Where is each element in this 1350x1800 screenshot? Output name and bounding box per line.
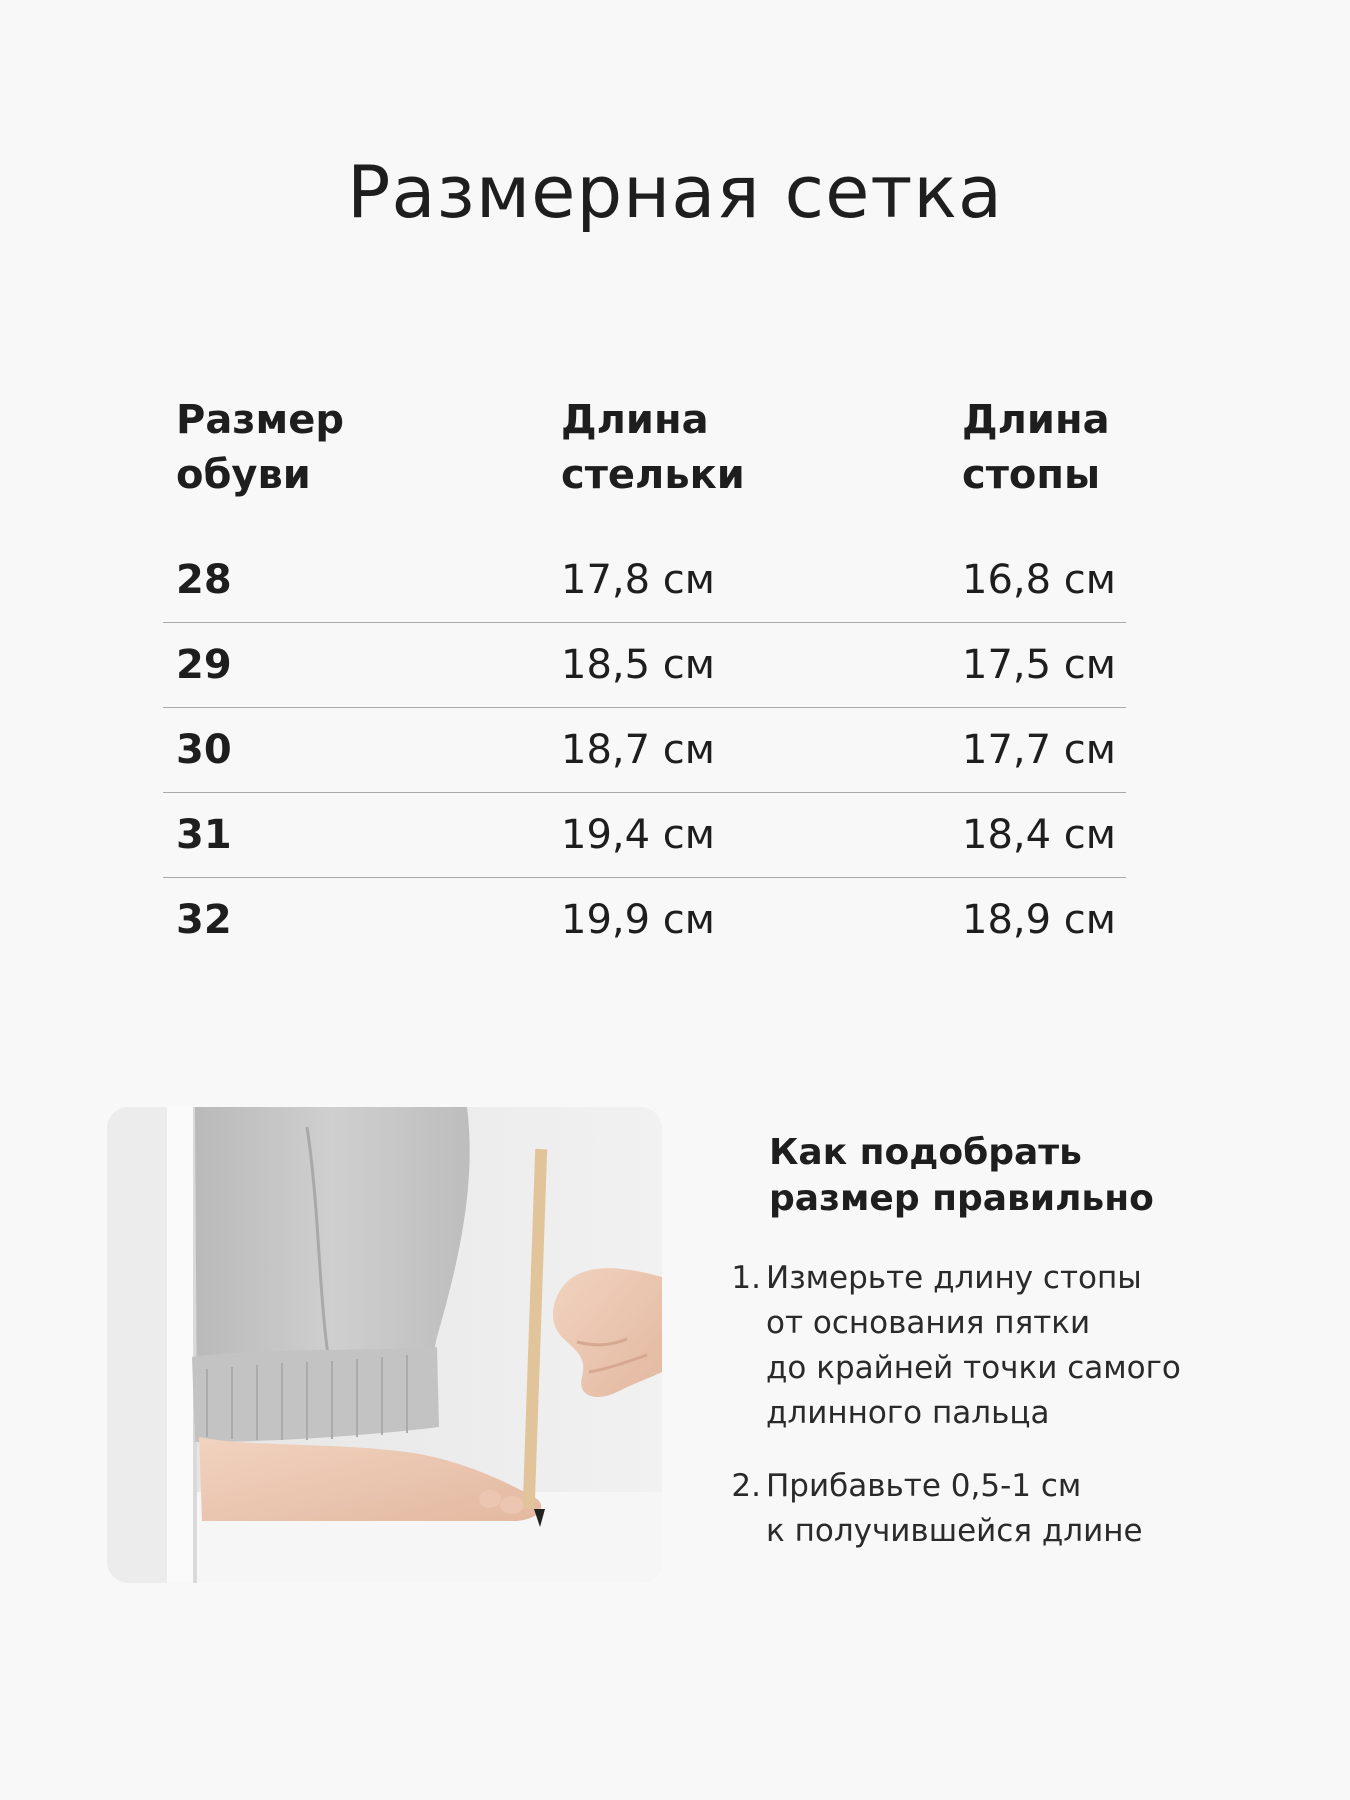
- header-shoe-size-line1: Размер: [176, 397, 345, 443]
- steps-list: [724, 1256, 1324, 1554]
- step-number: 1.: [731, 1260, 761, 1296]
- table-row: [163, 878, 1126, 962]
- cell-size: 32: [176, 897, 232, 943]
- how-to-title-line1: Как подобрать: [769, 1132, 1082, 1173]
- cell-size: 30: [176, 727, 232, 773]
- cell-insole-length: 17,8 см: [561, 557, 715, 603]
- table-row: [163, 623, 1126, 708]
- header-insole-length: [561, 393, 745, 503]
- cell-foot-length: 17,7 см: [962, 727, 1116, 773]
- cell-foot-length: 16,8 см: [962, 557, 1116, 603]
- table-row: [163, 708, 1126, 793]
- cell-foot-length: 18,9 см: [962, 897, 1116, 943]
- page-title: Размерная сетка: [347, 150, 1003, 234]
- how-to-title: [769, 1130, 1324, 1222]
- header-shoe-size: [176, 393, 344, 503]
- header-foot-length: [962, 393, 1110, 503]
- header-insole-length-line1: Длина: [561, 397, 709, 443]
- header-insole-length-line2: стельки: [561, 452, 745, 498]
- cell-insole-length: 18,5 см: [561, 642, 715, 688]
- list-item: [724, 1464, 1324, 1554]
- how-to-title-line2: размер правильно: [769, 1178, 1154, 1219]
- step-text: Прибавьте 0,5-1 см к получившейся длине: [766, 1468, 1143, 1549]
- cell-insole-length: 19,4 см: [561, 812, 715, 858]
- cell-insole-length: 18,7 см: [561, 727, 715, 773]
- header-foot-length-line2: стопы: [962, 452, 1101, 498]
- step-text: Измерьте длину стопы от основания пятки до крайней точки самого длинного пальца: [766, 1260, 1181, 1431]
- cell-size: 31: [176, 812, 232, 858]
- cell-foot-length: 17,5 см: [962, 642, 1116, 688]
- step-number: 2.: [731, 1468, 761, 1504]
- cell-foot-length: 18,4 см: [962, 812, 1116, 858]
- table-row: [163, 538, 1126, 623]
- size-table: [163, 393, 1126, 962]
- list-item: [724, 1256, 1324, 1436]
- cell-size: 29: [176, 642, 232, 688]
- header-shoe-size-line2: обуви: [176, 452, 311, 498]
- table-row: [163, 793, 1126, 878]
- cell-insole-length: 19,9 см: [561, 897, 715, 943]
- table-header: [163, 393, 1126, 538]
- header-foot-length-line1: Длина: [962, 397, 1110, 443]
- cell-size: 28: [176, 557, 232, 603]
- foot-measuring-illustration: [107, 1107, 662, 1583]
- foot-measuring-photo: [107, 1107, 662, 1583]
- how-to-choose-section: [724, 1130, 1324, 1582]
